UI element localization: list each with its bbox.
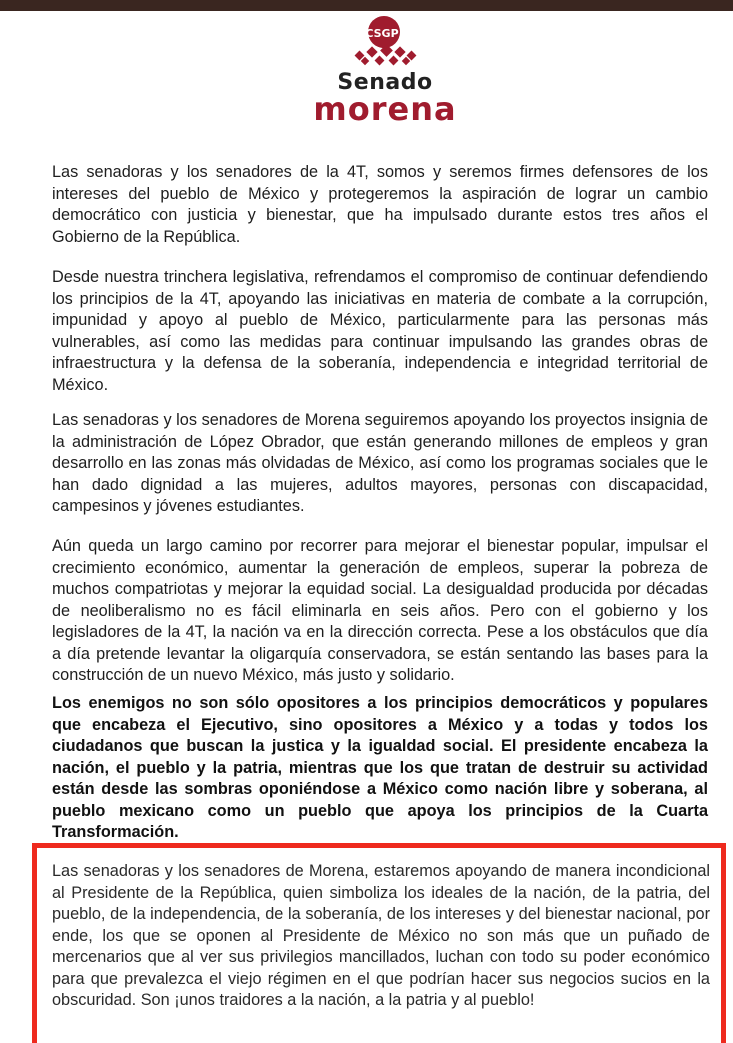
paragraph-3: Las senadoras y los senadores de Morena seguiremos apoyando los proyectos insignia de la administración de López Obrador, que están generando millones de empleos y gran desarrollo en las zonas más olvidadas de México, así como los programas sociales que le han dado dignidad a las mujeres, adultos mayores, personas con discapacidad, campesinos y jóvenes estudiantes. xyxy=(52,411,708,515)
top-bar xyxy=(0,0,733,11)
paragraph-5: Los enemigos no son sólo opositores a los principios democráticos y populares que encabeza el Ejecutivo, sino opositores a México y a todas y todos los ciudadanos que buscan la justica y la igualdad social. El presidente encabeza la nación, el pueblo y la patria, mientras que los que tratan de destruir su actividad están desde las sombras oponiéndose a México como nación libre y soberana, al pueblo mexicano como un pueblo que apoya los principios de la Cuarta Transformación. xyxy=(52,694,708,841)
logo-title: Senado xyxy=(337,70,433,95)
paragraph-2: Desde nuestra trinchera legislativa, refrendamos el compromiso de continuar defendiendo los principios de la 4T, apoyando las iniciativas en materia de combate a la corrupción, impunidad y apoyo al pueblo de México, particularmente para las personas más vulnerables, así como las medidas para continuar impulsando las grandes obras de infraestructura y la defensa de la soberanía, independencia e integridad territorial de México. xyxy=(52,268,708,394)
logo-subtitle: morena xyxy=(313,90,457,128)
paragraph-4: Aún queda un largo camino por recorrer para mejorar el bienestar popular, impulsar el crecimiento económico, aumentar la generación de empleos, superar la pobreza de muchos compatriotas y mejorar la equidad social. La desigualdad producida por décadas de neoliberalismo no es fácil eliminarla en seis años. Pero con el gobierno y los legisladores de la 4T, la nación va en la dirección correcta. Pese a los obstáculos que día a día pretende levantar la oligarquía conservadora, se están sentando las bases para la construcción de un nuevo México, más justo y solidario. xyxy=(52,537,708,684)
paragraph-6: Las senadoras y los senadores de Morena, estaremos apoyando de manera incondicional al Presidente de la República, quien simboliza los ideales de la nación, de la patria, del pueblo, de la independencia, de la soberanía, de los intereses y del bienestar nacional, por ende, los que se oponen al Presidente de México no son más que un puñado de mercenarios que al ver sus privilegios mancillados, luchan con todo su poder económico para que prevalezca el viejo régimen en el que podrían hacer sus negocios sucios en la obscuridad. Son ¡unos traidores a la nación, a la patria y al pueblo! xyxy=(52,862,710,1009)
logo-initials: CSGP xyxy=(365,27,399,40)
paragraph-1: Las senadoras y los senadores de la 4T, somos y seremos firmes defensores de los intereses del pueblo de México y protegeremos la aspiración de lograr un cambio democrático con justicia y bienestar, que ha impulsado durante estos tres años el Gobierno de la República. xyxy=(52,163,708,246)
senado-morena-logo xyxy=(300,14,470,128)
